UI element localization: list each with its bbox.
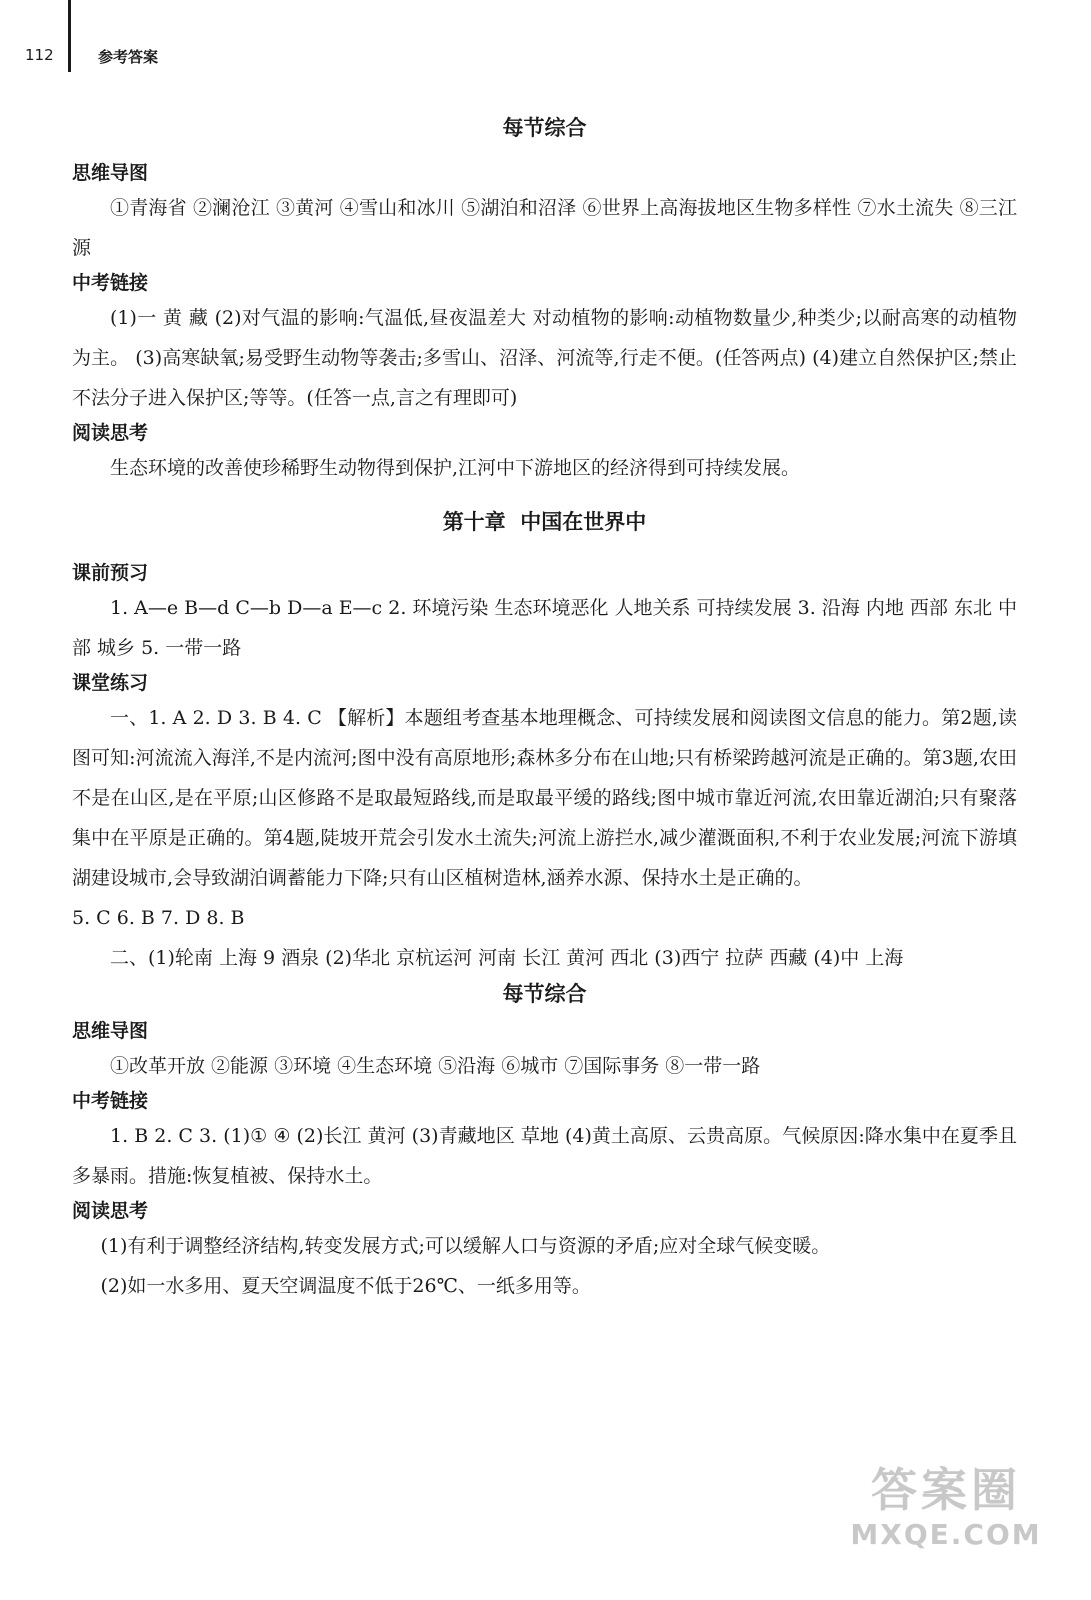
mindmap-answers-2: ①改革开放 ②能源 ③环境 ④生态环境 ⑤沿海 ⑥城市 ⑦国际事务 ⑧一带一路 (110, 1055, 761, 1077)
chapter-title: 第十章 中国在世界中 (442, 510, 647, 534)
preview-heading: 课前预习 (72, 562, 149, 584)
reading-answer-2b: (2)如一水多用、夏天空调温度不低于26℃、一纸多用等。 (100, 1275, 591, 1297)
reading-answer-1: 生态环境的改善使珍稀野生动物得到保护,江河中下游地区的经济得到可持续发展。 (110, 457, 801, 479)
practice-answers-part3: 二、(1)轮南 上海 9 酒泉 (2)华北 京杭运河 河南 长江 黄河 西北 (3)西宁 拉萨 西藏 (4)中 上海 (110, 947, 904, 969)
exam-link-heading-2: 中考链接 (72, 1090, 149, 1112)
reading-heading-2: 阅读思考 (72, 1200, 149, 1222)
header-divider (68, 0, 71, 72)
practice-heading: 课堂练习 (72, 672, 149, 694)
exam-link-heading-1: 中考链接 (72, 272, 149, 294)
section-title-2: 每节综合 (502, 982, 587, 1006)
page-number: 112 (25, 46, 54, 64)
watermark-domain: MXQE.COM (850, 1518, 1042, 1551)
preview-answers: 1. A—e B—d C—b D—a E—c 2. 环境污染 生态环境恶化 人地关系 可持续发展 3. 沿海 内地 西部 东北 中部 城乡 5. 一带一路 (72, 597, 1017, 659)
exam-link-answers-2: 1. B 2. C 3. (1)① ④ (2)长江 黄河 (3)青藏地区 草地 (4)黄土高原、云贵高原。气候原因:降水集中在夏季且多暴雨。措施:恢复植被、保持水土。 (72, 1125, 1017, 1187)
practice-answers-part2: 5. C 6. B 7. D 8. B (72, 907, 245, 929)
reading-answer-2a: (1)有利于调整经济结构,转变发展方式;可以缓解人口与资源的矛盾;应对全球气候变暖。 (100, 1235, 831, 1257)
mindmap-heading-1: 思维导图 (72, 162, 149, 184)
exam-link-answers-1: (1)一 黄 藏 (2)对气温的影响:气温低,昼夜温差大 对动植物的影响:动植物数量少,种类少;以耐高寒的动植物为主。 (3)高寒缺氧;易受野生动物等袭击;多雪山、沼泽、河流等,行走不便。(任答两点) (4)建立自然保护区;禁止不法分子进入保护区;等等。(任答一点,言之有理即可) (72, 307, 1017, 409)
mindmap-heading-2: 思维导图 (72, 1020, 149, 1042)
mindmap-answers-1: ①青海省 ②澜沧江 ③黄河 ④雪山和冰川 ⑤湖泊和沼泽 ⑥世界上高海拔地区生物多样性 ⑦水土流失 ⑧三江源 (72, 197, 1017, 259)
practice-answers-part1: 一、1. A 2. D 3. B 4. C 【解析】本题组考查基本地理概念、可持续发展和阅读图文信息的能力。第2题,读图可知:河流流入海洋,不是内流河;图中没有高原地形;森林多分布在山地;只有桥梁跨越河流是正确的。第3题,农田不是在山区,是在平原;山区修路不是取最短路线,而是取最平缓的路线;图中城市靠近河流,农田靠近湖泊;只有聚落集中在平原是正确的。第4题,陡坡开荒会引发水土流失;河流上游拦水,减少灌溉面积,不利于农业发展;河流下游填湖建设城市,会导致湖泊调蓄能力下降;只有山区植树造林,涵养水源、保持水土是正确的。 (72, 707, 1017, 889)
running-title: 参考答案 (98, 48, 159, 66)
reading-heading-1: 阅读思考 (72, 422, 149, 444)
watermark-logo-text: 答案圈 (871, 1463, 1021, 1517)
section-title-1: 每节综合 (502, 116, 587, 140)
site-watermark (841, 1462, 1051, 1572)
answer-content (72, 112, 1017, 1306)
